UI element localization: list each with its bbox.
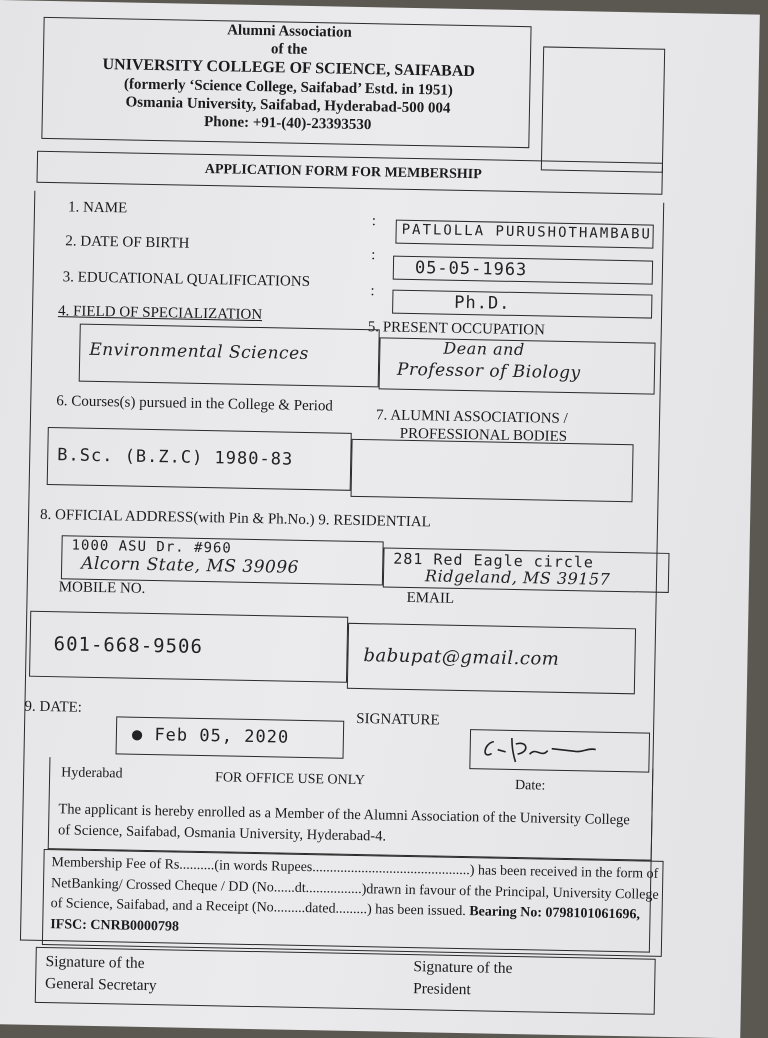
enrollment-statement: The applicant is hereby enrolled as a Member of the Alumni Association of the University College of Science, Saifabad, Osmania University, Hyderabad-4.: [57, 801, 630, 845]
header-college-name: UNIVERSITY COLLEGE OF SCIENCE, SAIFABAD: [102, 55, 476, 81]
header-line-1: Alumni Association: [226, 22, 352, 41]
header-phone: Phone: +91-(40)-23393530: [203, 113, 372, 134]
address-label: 8. OFFICIAL ADDRESS(with Pin & Ph.No.) 9. RESIDENTIAL: [39, 506, 431, 531]
occupation-value-line-1: Dean and: [443, 338, 525, 360]
official-address-line-1: 1000 ASU Dr. #960: [71, 537, 232, 557]
name-colon: :: [371, 213, 377, 230]
office-date-label: Date:: [514, 778, 546, 794]
fee-statement: [50, 853, 659, 947]
office-use-label: FOR OFFICE USE ONLY: [214, 770, 366, 789]
education-field[interactable]: [392, 290, 652, 319]
residential-address-line-1: 281 Red Eagle circle: [393, 549, 595, 572]
president-signature-line-1: Signature of the: [413, 958, 513, 978]
mobile-label: MOBILE NO.: [58, 579, 146, 597]
signature-label: SIGNATURE: [356, 710, 440, 729]
form-title: APPLICATION FORM FOR MEMBERSHIP: [204, 161, 482, 183]
email-label: EMAIL: [406, 589, 455, 607]
header-line-5: Osmania University, Saifabad, Hyderabad-500 004: [125, 94, 451, 117]
date-label: 9. DATE:: [24, 698, 83, 716]
official-address-line-2: Alcorn State, MS 39096: [81, 553, 300, 578]
residential-address-line-2: Ridgeland, MS 39157: [424, 566, 611, 589]
specialization-value: Environmental Sciences: [89, 339, 310, 364]
occupation-label: 5. PRESENT OCCUPATION: [367, 319, 546, 339]
signature-scribble-icon: [477, 733, 618, 768]
bullet-mark-icon: ●: [131, 724, 144, 745]
education-colon: :: [370, 283, 375, 300]
general-secretary-signature-line-2: General Secretary: [44, 975, 157, 995]
general-secretary-signature-line-1: Signature of the: [45, 953, 145, 972]
occupation-value-line-2: Professor of Biology: [396, 359, 581, 384]
fee-bank-details: Bearing No: 0798101061696, IFSC: CNRB0000798: [50, 904, 641, 935]
email-value: babupat@gmail.com: [363, 645, 560, 670]
fee-text: Membership Fee of Rs..........(in words Rupees.............................................) has been received in the form of NetBanking/ Crossed Cheque / DD (No......dt................)drawn in favour of the Principal, University College of Science, Saifabad, and a Receipt (No.........dated.........) has been issued.: [50, 855, 659, 920]
alumni-field[interactable]: [351, 439, 634, 502]
dob-label: 2. DATE OF BIRTH: [65, 233, 190, 252]
date-text: Feb 05, 2020: [154, 725, 290, 748]
photo-box: [541, 46, 665, 172]
courses-label: 6. Courses(s) pursued in the College & Period: [56, 393, 334, 415]
education-label: 3. EDUCATIONAL QUALIFICATIONS: [62, 269, 311, 291]
header-line-4: (formerly ‘Science College, Saifabad’ Estd. in 1951): [123, 76, 453, 99]
specialization-label: 4. FIELD OF SPECIALIZATION: [57, 303, 263, 324]
education-value: Ph.D.: [454, 292, 511, 314]
header-line-2: of the: [270, 41, 308, 58]
alumni-label-line-1: 7. ALUMNI ASSOCIATIONS /: [375, 407, 568, 427]
alumni-label-line-2: PROFESSIONAL BODIES: [399, 425, 568, 445]
president-signature-line-2: President: [412, 980, 471, 999]
date-value: [132, 725, 290, 748]
mobile-value: 601-668-9506: [53, 633, 204, 659]
courses-value: B.Sc. (B.Z.C) 1980-83: [57, 445, 294, 470]
name-value: PATLOLLA PURUSHOTHAMBABU: [401, 221, 653, 243]
dob-value: 05-05-1963: [414, 258, 528, 281]
dob-colon: :: [371, 247, 376, 264]
name-label: 1. NAME: [67, 199, 128, 217]
office-city: Hyderabad: [61, 765, 123, 782]
